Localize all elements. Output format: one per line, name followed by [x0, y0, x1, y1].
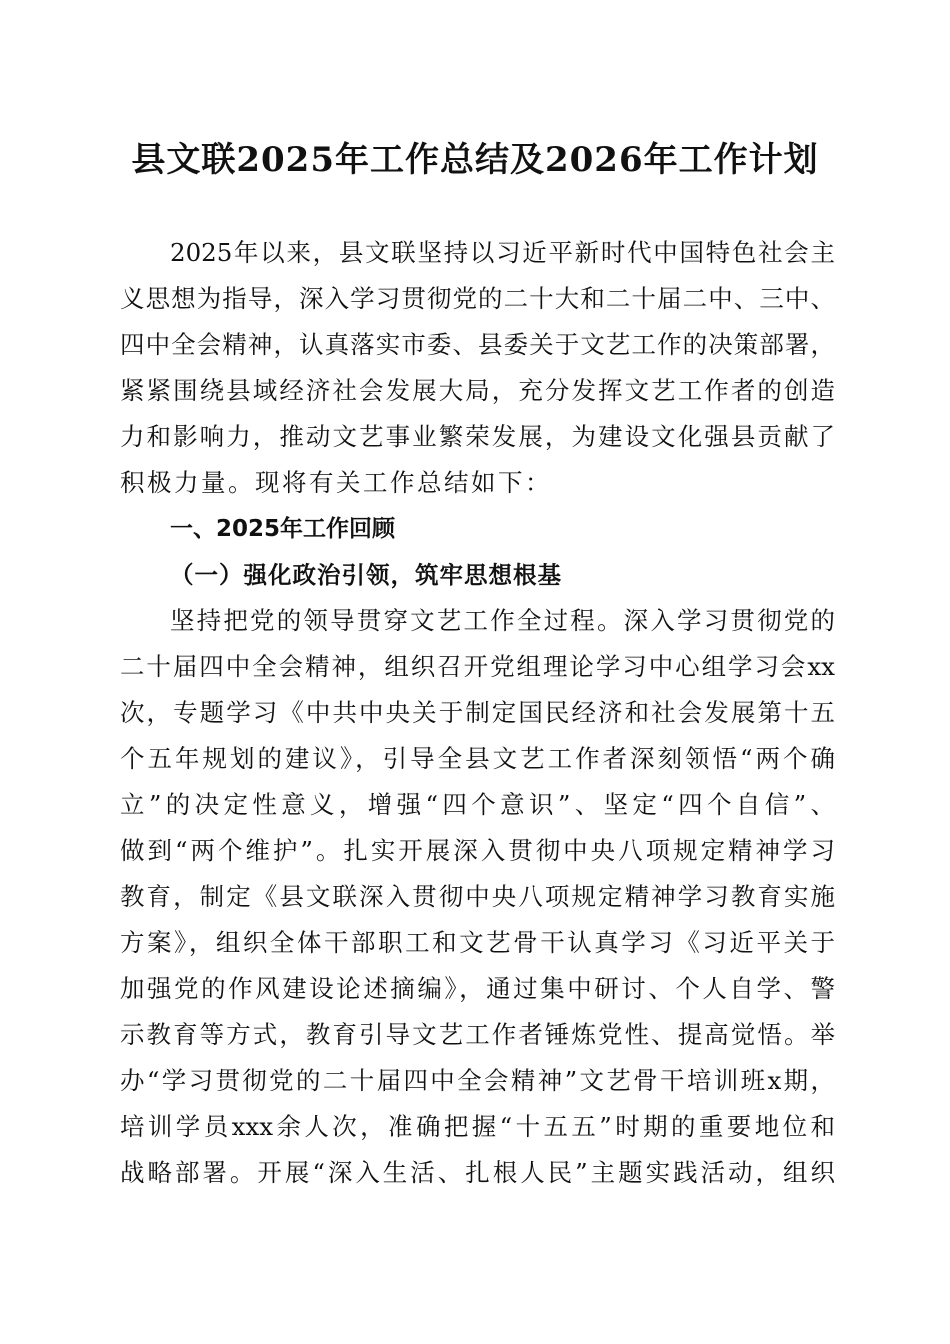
- paragraph-line: 2025年以来，县文联坚持以习近平新时代中国特色社会主: [170, 238, 835, 267]
- paragraph-line: 个五年规划的建议》，引导全县文艺工作者深刻领悟“两个确: [120, 744, 835, 773]
- paragraph-line: 培训学员xxx余人次，准确把握“十五五”时期的重要地位和: [120, 1112, 835, 1141]
- paragraph-line: 方案》，组织全体干部职工和文艺骨干认真学习《习近平关于: [120, 928, 835, 957]
- paragraph-line: 立”的决定性意义，增强“四个意识”、坚定“四个自信”、: [120, 790, 835, 819]
- section-heading: 一、2025年工作回顾: [170, 516, 396, 542]
- paragraph-line: 二十届四中全会精神，组织召开党组理论学习中心组学习会xx: [120, 652, 835, 681]
- paragraph-line: 力和影响力，推动文艺事业繁荣发展，为建设文化强县贡献了: [120, 422, 835, 451]
- paragraph-line: 示教育等方式，教育引导文艺工作者锤炼党性、提高觉悟。举: [120, 1020, 835, 1049]
- paragraph-line: 办“学习贯彻党的二十届四中全会精神”文艺骨干培训班x期，: [120, 1066, 835, 1095]
- paragraph-line: 教育，制定《县文联深入贯彻中央八项规定精神学习教育实施: [120, 882, 835, 911]
- subsection-heading: （一）强化政治引领，筑牢思想根基: [170, 561, 562, 589]
- paragraph-line: 四中全会精神，认真落实市委、县委关于文艺工作的决策部署，: [120, 330, 835, 359]
- paragraph-line: 积极力量。现将有关工作总结如下：: [120, 468, 552, 497]
- paragraph-line: 义思想为指导，深入学习贯彻党的二十大和二十届二中、三中、: [120, 284, 835, 313]
- paragraph-line: 坚持把党的领导贯穿文艺工作全过程。深入学习贯彻党的: [170, 606, 835, 635]
- paragraph-line: 紧紧围绕县域经济社会发展大局，充分发挥文艺工作者的创造: [120, 376, 835, 405]
- paragraph-line: 加强党的作风建设论述摘编》，通过集中研讨、个人自学、警: [120, 974, 835, 1003]
- document-title: 县文联2025年工作总结及2026年工作计划: [131, 140, 819, 180]
- paragraph-line: 战略部署。开展“深入生活、扎根人民”主题实践活动，组织: [120, 1158, 835, 1187]
- paragraph-line: 次，专题学习《中共中央关于制定国民经济和社会发展第十五: [120, 698, 835, 727]
- paragraph-line: 做到“两个维护”。扎实开展深入贯彻中央八项规定精神学习: [120, 836, 835, 865]
